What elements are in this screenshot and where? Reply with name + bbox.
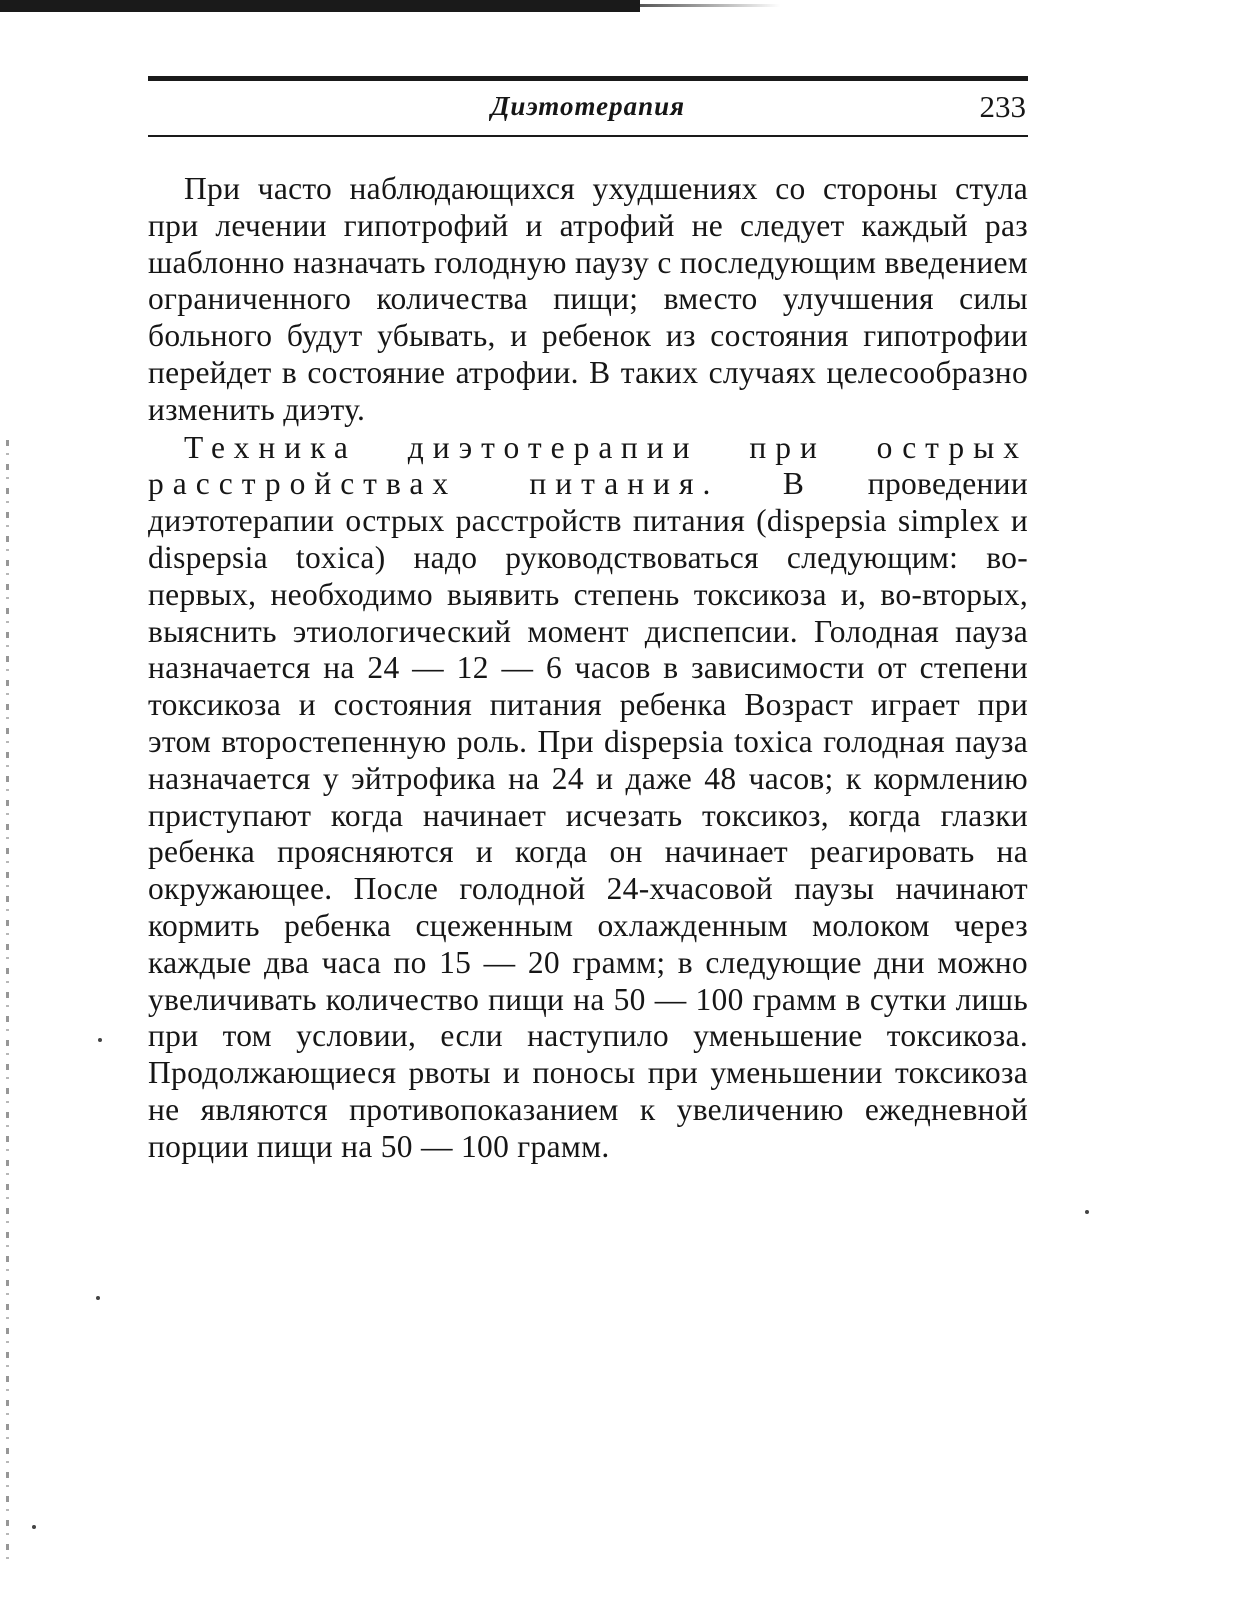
paragraph-text: В проведении диэтотерапии острых расстройств питания (dispepsia simplex и dispepsia toxica) надо руководствоваться следующим: во-первых, необходимо выявить степень токсикоза и, во-вторых, выяснить этиологический момент диспепсии. Голодная пауза назначается на 24 — 12 — 6 часов в зависимости от степени токсикоза и состояния питания ребенка Возраст играет при этом второстепенную роль. При dispepsia toxica голодная пауза назначается у эйтрофика на 24 и даже 48 часов; к кормлению приступают когда начинает исчезать токсикоз, когда глазки ребенка проясняются и когда он начинает реагировать на окружающее. После голодной 24-хчасовой паузы начинают кормить ребенка сцеженным охлажденным молоком через каждые два часа по 15 — 20 грамм; в следующие дни можно увеличивать количество пищи на 50 — 100 грамм в сутки лишь при том условии, если наступило уменьшение токсикоза. Продолжающиеся рвоты и поносы при уменьшении токсикоза не являются противопоказанием к увеличению ежедневной порции пищи на 50 — 100 грамм. — [148, 466, 1028, 1164]
scan-speck — [32, 1525, 36, 1529]
paragraph — [148, 430, 1028, 1166]
scan-speck — [98, 1038, 102, 1042]
paragraph-text: При часто наблюдающихся ухудшениях со стороны стула при лечении гипотрофий и атрофий не следует каждый раз шаблонно назначать голодную паузу с последующим введением ограниченного количества пищи; вместо улучшения силы больного будут убывать, и ребенок из состояния гипотрофии перейдет в состояние атрофии. В таких случаях целесообразно изменить диэту. — [148, 171, 1028, 427]
page-number: 233 — [979, 89, 1026, 124]
running-header — [148, 76, 1028, 137]
scan-speck — [96, 1296, 100, 1300]
chapter-title: Диэтотерапия — [490, 91, 686, 121]
scan-top-edge-mark — [0, 0, 640, 12]
book-page — [148, 76, 1028, 1166]
scan-left-edge-mark — [6, 440, 9, 1560]
paragraph — [148, 171, 1028, 429]
scan-speck — [1085, 1210, 1089, 1214]
body-text — [148, 171, 1028, 1166]
section-lead-heading: Техника диэтотерапии при острых расстройствах питания. — [148, 429, 1028, 502]
